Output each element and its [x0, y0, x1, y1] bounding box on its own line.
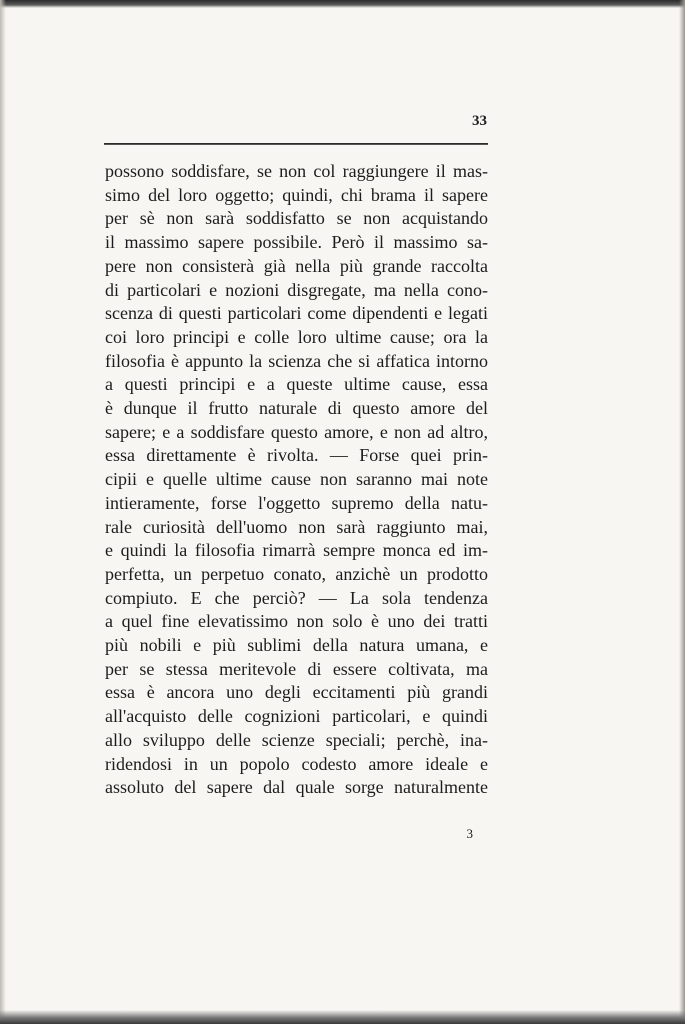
text-line: perfetta, un perpetuo conato, anzichè un prodotto — [105, 563, 488, 584]
text-line: per se stessa meritevole di essere coltivata, ma — [105, 658, 488, 679]
text-line: coi loro principi e colle loro ultime cause; ora la — [105, 326, 488, 347]
text-line: per sè non sarà soddisfatto se non acquistando — [105, 208, 488, 229]
page-number: 33 — [472, 113, 487, 129]
text-line: assoluto del sapere dal quale sorge naturalmente — [105, 777, 488, 798]
text-line: e quindi la filosofia rimarrà sempre monca ed im- — [105, 540, 488, 561]
body-text — [105, 160, 488, 800]
page-top-edge — [0, 0, 685, 8]
header-rule — [104, 143, 488, 145]
text-line: essa è ancora uno degli eccitamenti più grandi — [105, 682, 488, 703]
text-line: allo sviluppo delle scienze speciali; perchè, ina- — [105, 729, 488, 750]
text-line: filosofia è appunto la scienza che si affatica intorno — [105, 350, 488, 371]
page-left-edge — [0, 0, 6, 1024]
text-line: sapere; e a soddisfare questo amore, e non ad altro, — [105, 421, 488, 442]
text-line: all'acquisto delle cognizioni particolari, e quindi — [105, 706, 488, 727]
signature-mark: 3 — [466, 826, 473, 841]
text-line: cipii e quelle ultime cause non saranno mai note — [105, 469, 488, 490]
text-line: essa direttamente è rivolta. — Forse quei prin- — [105, 445, 488, 466]
text-line: compiuto. E che perciò? — La sola tendenza — [105, 587, 488, 608]
text-line: simo del loro oggetto; quindi, chi brama il sapere — [105, 184, 488, 205]
page-bottom-edge — [0, 1010, 685, 1024]
text-line: rale curiosità dell'uomo non sarà raggiunto mai, — [105, 516, 488, 537]
text-line: è dunque il frutto naturale di questo amore del — [105, 398, 488, 419]
text-line: scenza di questi particolari come dipendenti e legati — [105, 303, 488, 324]
text-line: a quel fine elevatissimo non solo è uno dei tratti — [105, 611, 488, 632]
text-line: possono soddisfare, se non col raggiungere il mas- — [105, 161, 488, 181]
text-line: di particolari e nozioni disgregate, ma nella cono- — [105, 279, 488, 300]
text-line: pere non consisterà già nella più grande raccolta — [105, 255, 488, 276]
text-line: più nobili e più sublimi della natura umana, e — [105, 635, 488, 656]
text-line: il massimo sapere possibile. Però il massimo sa- — [105, 232, 488, 253]
page-right-edge — [679, 0, 685, 1024]
text-line: intieramente, forse l'oggetto supremo della natu- — [105, 492, 488, 513]
text-line: ridendosi in un popolo codesto amore ideale e — [105, 753, 488, 774]
text-line: a questi principi e a queste ultime cause, essa — [105, 374, 488, 395]
